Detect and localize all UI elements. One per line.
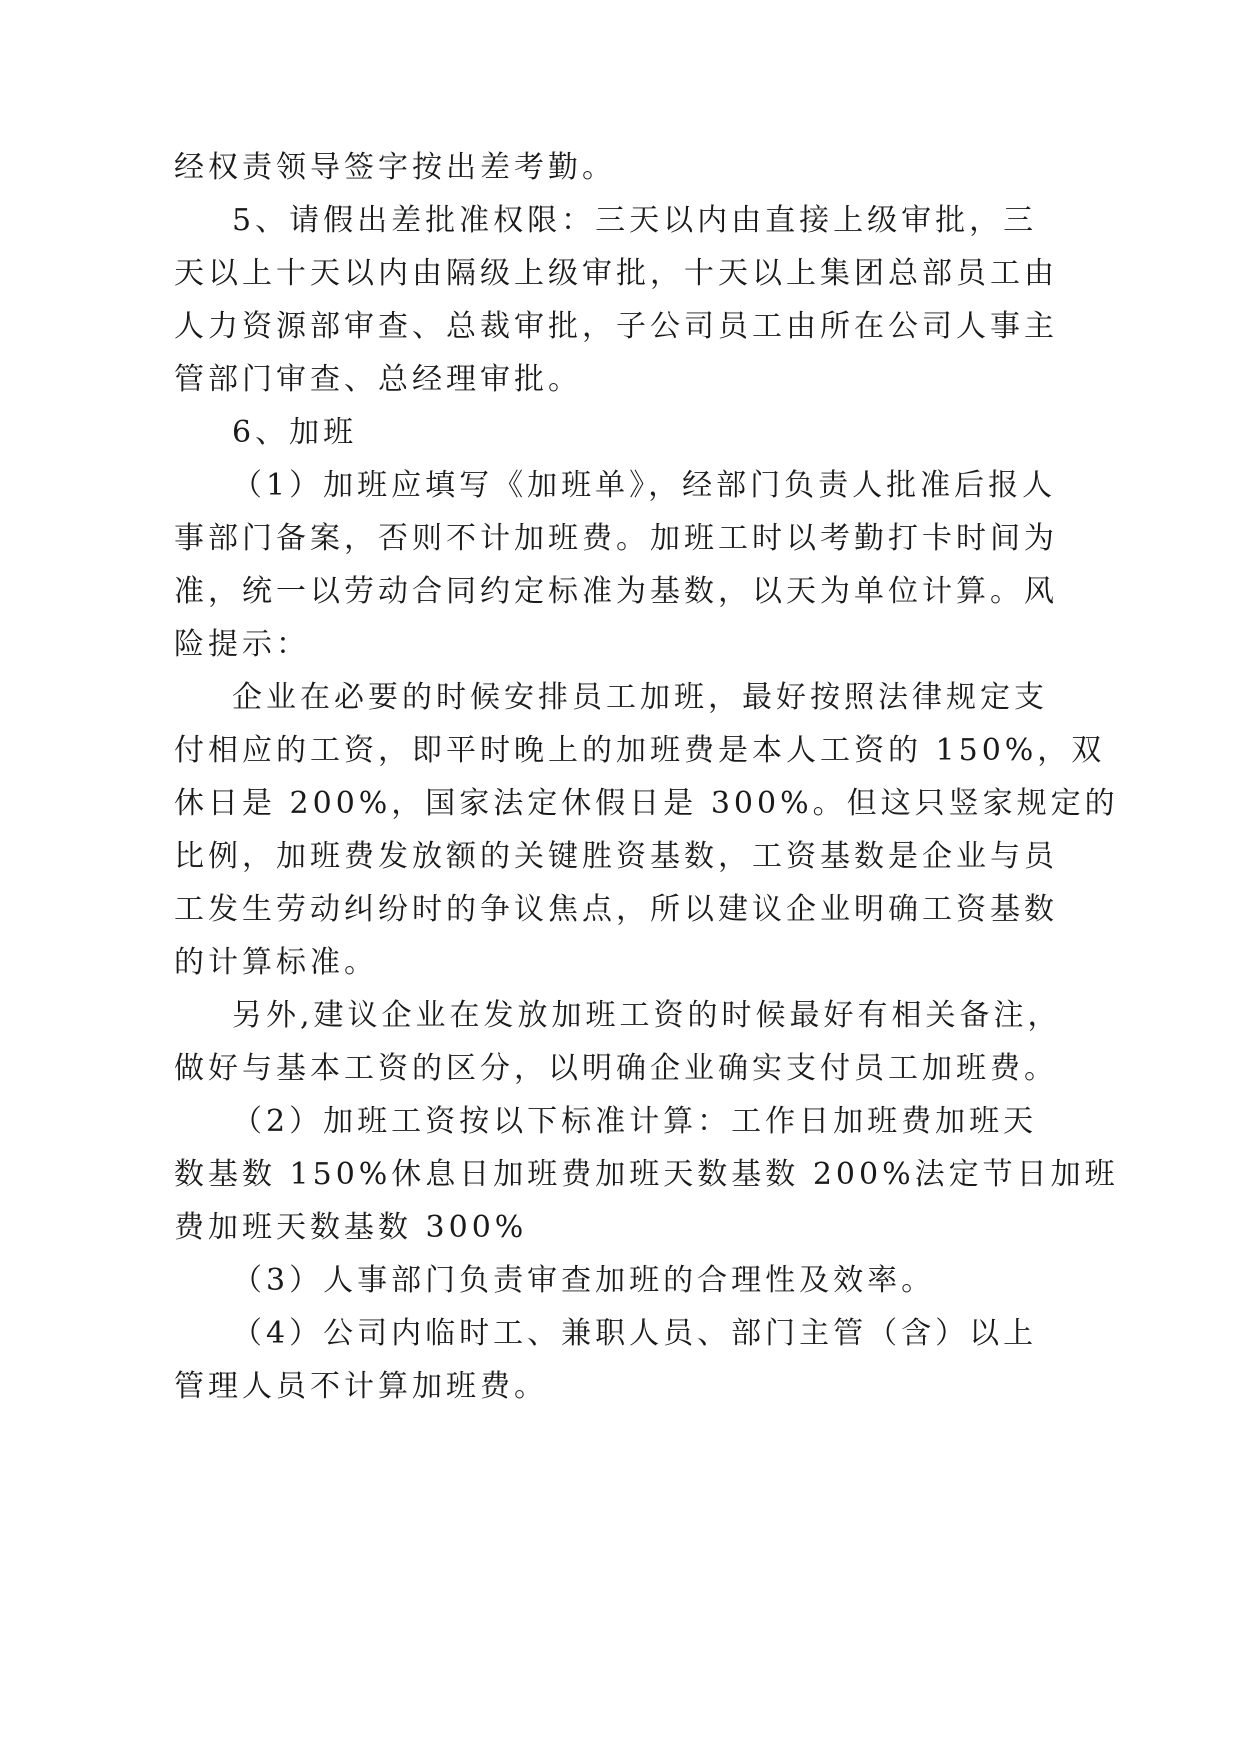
text-line: 管部门审查、总经理审批。 — [174, 362, 582, 397]
text-line: 6、加班 — [232, 415, 358, 450]
text-line: 费加班天数基数 300% — [174, 1210, 528, 1245]
text-line: 工发生劳动纠纷时的争议焦点，所以建议企业明确工资基数 — [174, 892, 1058, 927]
text-line: 另外,建议企业在发放加班工资的时候最好有相关备注， — [232, 998, 1062, 1033]
text-line: 休日是 200%，国家法定休假日是 300%。但这只竖家规定的 — [174, 786, 1119, 821]
text-line: （4）公司内临时工、兼职人员、部门主管（含）以上 — [232, 1316, 1038, 1351]
text-line: 付相应的工资，即平时晚上的加班费是本人工资的 150%，双 — [174, 733, 1106, 768]
text-line: （1）加班应填写《加班单》，经部门负责人批准后报人 — [232, 468, 1057, 503]
text-line: （3）人事部门负责审查加班的合理性及效率。 — [232, 1263, 936, 1298]
text-line: 事部门备案，否则不计加班费。加班工时以考勤打卡时间为 — [174, 521, 1058, 556]
text-line: 人力资源部审查、总裁审批，子公司员工由所在公司人事主 — [174, 309, 1058, 344]
text-line: 5、请假出差批准权限：三天以内由直接上级审批，三 — [232, 203, 1038, 238]
text-line: 准，统一以劳动合同约定标准为基数，以天为单位计算。风 — [174, 574, 1058, 609]
text-line: 险提示： — [174, 627, 310, 662]
text-line: 的计算标准。 — [174, 945, 378, 980]
text-line: 做好与基本工资的区分，以明确企业确实支付员工加班费。 — [174, 1051, 1058, 1086]
text-line: 数基数 150%休息日加班费加班天数基数 200%法定节日加班 — [174, 1157, 1119, 1192]
text-line: 企业在必要的时候安排员工加班，最好按照法律规定支 — [232, 680, 1048, 715]
text-line: 比例，加班费发放额的关键胜资基数，工资基数是企业与员 — [174, 839, 1058, 874]
text-line: （2）加班工资按以下标准计算：工作日加班费加班天 — [232, 1104, 1038, 1139]
text-line: 经权责领导签字按出差考勤。 — [174, 150, 616, 185]
text-line: 天以上十天以内由隔级上级审批，十天以上集团总部员工由 — [174, 256, 1058, 291]
text-line: 管理人员不计算加班费。 — [174, 1369, 548, 1404]
